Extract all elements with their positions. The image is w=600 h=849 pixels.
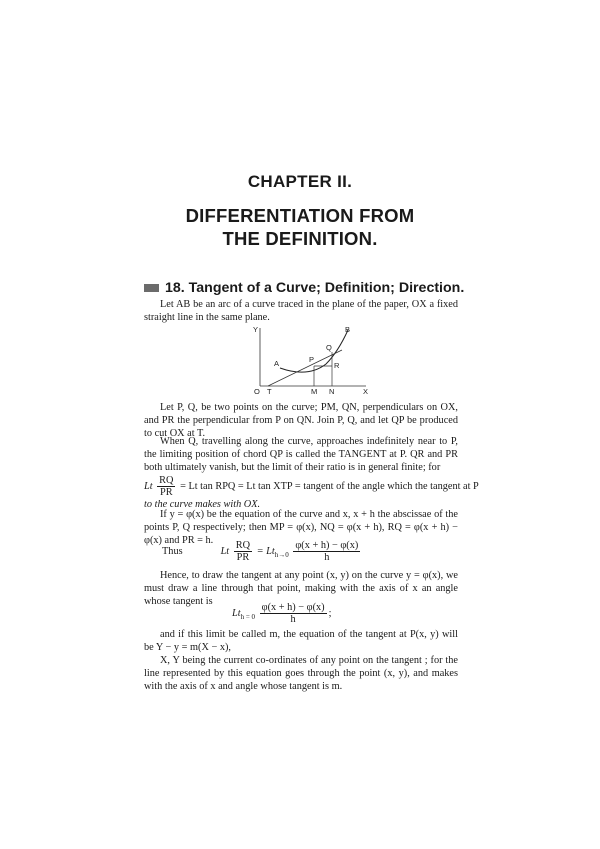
paragraph-4-text: If y = φ(x) be the equation of the curve and x, x + h the abscissae of the points P, Q respectively; then MP = φ(x), NQ = φ(x + h), RQ = φ(x + h) − φ(x) and PR = h.: [144, 509, 458, 546]
label-o: O: [254, 387, 260, 396]
label-t: T: [267, 387, 272, 396]
thus-lt: Lt: [220, 545, 230, 557]
thus-subscript: h→0: [274, 550, 289, 559]
paragraph-3-end: to the curve makes with OX.: [144, 499, 261, 510]
thus-fraction-1: [234, 540, 252, 563]
lt-symbol: Lt: [144, 480, 153, 492]
thus-word: Thus: [162, 545, 183, 557]
fraction-numerator: RQ: [159, 475, 174, 486]
label-a: A: [274, 359, 280, 368]
label-r: R: [334, 361, 340, 370]
label-x: X: [363, 387, 369, 396]
paragraph-5-text: Hence, to draw the tangent at any point (x, y) on the curve y = φ(x), we must draw a line through that point, making with the axis of x an angle whose tangent is: [144, 570, 458, 607]
chapter-title-line-1: DIFFERENTIATION FROM: [185, 205, 415, 226]
limit-lt: Lt: [232, 607, 241, 619]
paragraph-6: [144, 628, 458, 654]
limit-equation: [232, 602, 331, 625]
thus-denominator-1: PR: [236, 552, 250, 563]
label-m: M: [311, 387, 318, 396]
tangent-line: [268, 350, 342, 386]
thus-numerator-1: RQ: [235, 540, 251, 551]
label-p: P: [309, 355, 315, 364]
label-q: Q: [326, 343, 332, 352]
thus-fraction-2: [293, 540, 360, 563]
paragraph-1-text: Let AB be an arc of a curve traced in the plane of the paper, OX a fixed straight line in the same plane.: [144, 299, 458, 323]
rq-pr-fraction: [157, 475, 175, 498]
limit-end: ;: [328, 607, 332, 619]
paragraph-7-text: X, Y being the current co-ordinates of any point on the tangent ; for the line represented by this equation goes through the point (x, y), and makes with the axis of x and angle whose tangent is m.: [144, 655, 458, 692]
paragraph-3-text: When Q, travelling along the curve, approaches indefinitely near to P, the limiting position of chord QP is called the TANGENT at P. QR and PR both ultimately vanish, but the limit of their ratio is in general finite; for: [144, 436, 458, 473]
section-heading: [144, 280, 464, 296]
thus-numerator-2: φ(x + h) − φ(x): [295, 540, 359, 551]
limit-numerator: φ(x + h) − φ(x): [261, 602, 325, 613]
paragraph-2-text: Let P, Q, be two points on the curve; PM, QN, perpendiculars on OX, and PR the perpendicular from P on QN. Join P, Q, and let QP be produced to cut OX at T.: [144, 402, 458, 439]
fraction-denominator: PR: [160, 487, 173, 498]
section-bullet-icon: [144, 284, 159, 292]
ratio-line: [144, 475, 479, 498]
tangent-figure: [250, 324, 380, 396]
ratio-line-text: = Lt tan RPQ = Lt tan XTP = tangent of the angle which the tangent at P: [180, 480, 479, 492]
label-b: B: [345, 325, 351, 334]
thus-mid: = Lt: [256, 545, 275, 557]
paragraph-6-text: and if this limit be called m, the equation of the tangent at P(x, y) will be Y − y = m(X − x),: [144, 629, 458, 653]
limit-fraction: [260, 602, 327, 625]
limit-subscript: h = 0: [240, 612, 256, 621]
thus-equation: [162, 540, 362, 563]
section-heading-text: 18. Tangent of a Curve; Definition; Direction.: [165, 280, 465, 296]
thus-denominator-2: h: [324, 552, 330, 563]
limit-denominator: h: [290, 614, 296, 625]
paragraph-7: [144, 654, 458, 693]
paragraph-1: [144, 298, 458, 324]
paragraph-3: [144, 435, 479, 511]
label-n: N: [329, 387, 335, 396]
chapter-heading: CHAPTER II.: [247, 172, 353, 191]
chapter-title: [0, 204, 600, 250]
label-y: Y: [253, 325, 259, 334]
chapter-title-line-2: THE DEFINITION.: [222, 228, 378, 249]
